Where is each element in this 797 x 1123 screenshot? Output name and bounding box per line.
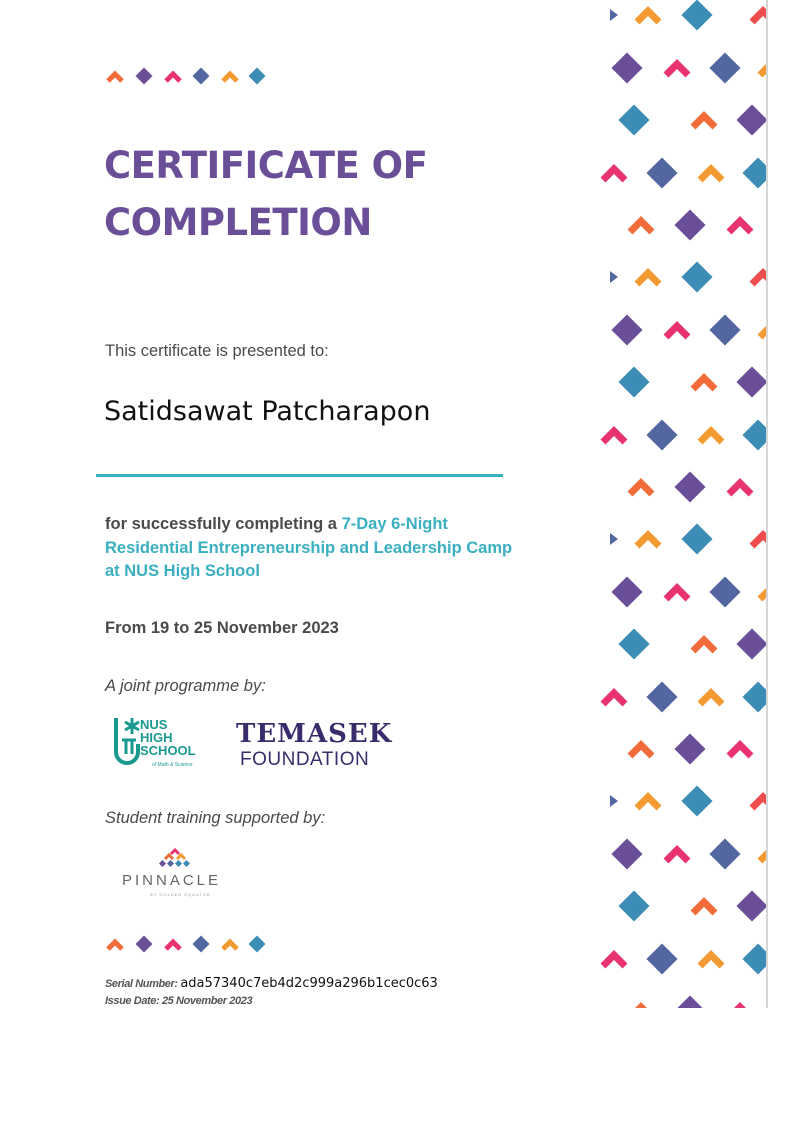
chevron-icon <box>166 74 180 81</box>
pinnacle-logo-icon <box>158 846 192 868</box>
divider <box>96 474 503 477</box>
completion-text <box>105 513 525 584</box>
nus-high-logo-icon <box>112 716 142 772</box>
nus-subtitle: of Math & Science <box>152 762 193 768</box>
programme-dates: From 19 to 25 November 2023 <box>105 619 339 637</box>
chevron-icon <box>223 942 237 949</box>
chevron-icon <box>223 74 237 81</box>
chevron-icon <box>108 942 122 949</box>
title-line-1: CERTIFICATE OF <box>104 144 428 187</box>
decorative-shapes-bottom <box>104 934 274 956</box>
temasek-logo-text: TEMASEK <box>236 719 393 749</box>
diamond-icon <box>193 936 210 953</box>
serial-number: ada57340c7eb4d2c999a296b1cec0c63 <box>180 976 438 991</box>
completion-prefix: for successfully completing a <box>105 515 342 533</box>
diamond-icon <box>193 68 210 85</box>
title-line-2: COMPLETION <box>104 201 372 244</box>
programme-name: 7-Day 6-Night Residential Entrepreneurship and Leadership Camp at NUS High School <box>105 515 513 580</box>
nus-high-logo-text <box>140 718 196 757</box>
diamond-icon <box>136 936 153 953</box>
support-label: Student training supported by: <box>105 809 326 827</box>
chevron-icon <box>108 74 122 81</box>
serial-label: Serial Number: <box>105 978 178 990</box>
nus-line-2: HIGH <box>140 730 173 745</box>
decorative-shapes-top <box>104 66 274 88</box>
nus-line-3: SCHOOL <box>140 743 196 758</box>
temasek-foundation-text: FOUNDATION <box>240 749 370 770</box>
serial-number-row <box>105 976 438 991</box>
certificate-title <box>104 137 427 251</box>
presented-to-label: This certificate is presented to: <box>105 342 329 360</box>
recipient-name: Satidsawat Patcharapon <box>104 396 431 427</box>
chevron-icon <box>166 942 180 949</box>
pattern-fill <box>600 0 766 1008</box>
decorative-pattern-strip <box>600 0 766 1008</box>
pinnacle-logo-text: PINNACLE <box>122 872 222 889</box>
page-edge-line <box>766 0 768 1008</box>
diamond-icon <box>249 936 266 953</box>
diamond-icon <box>136 68 153 85</box>
issue-date: Issue Date: 25 November 2023 <box>105 995 253 1007</box>
diamond-icon <box>249 68 266 85</box>
nus-line-1: NUS <box>140 717 168 732</box>
pinnacle-subtitle: BY GOLDEN EQUATOR <box>150 892 211 897</box>
joint-programme-label: A joint programme by: <box>105 677 266 695</box>
